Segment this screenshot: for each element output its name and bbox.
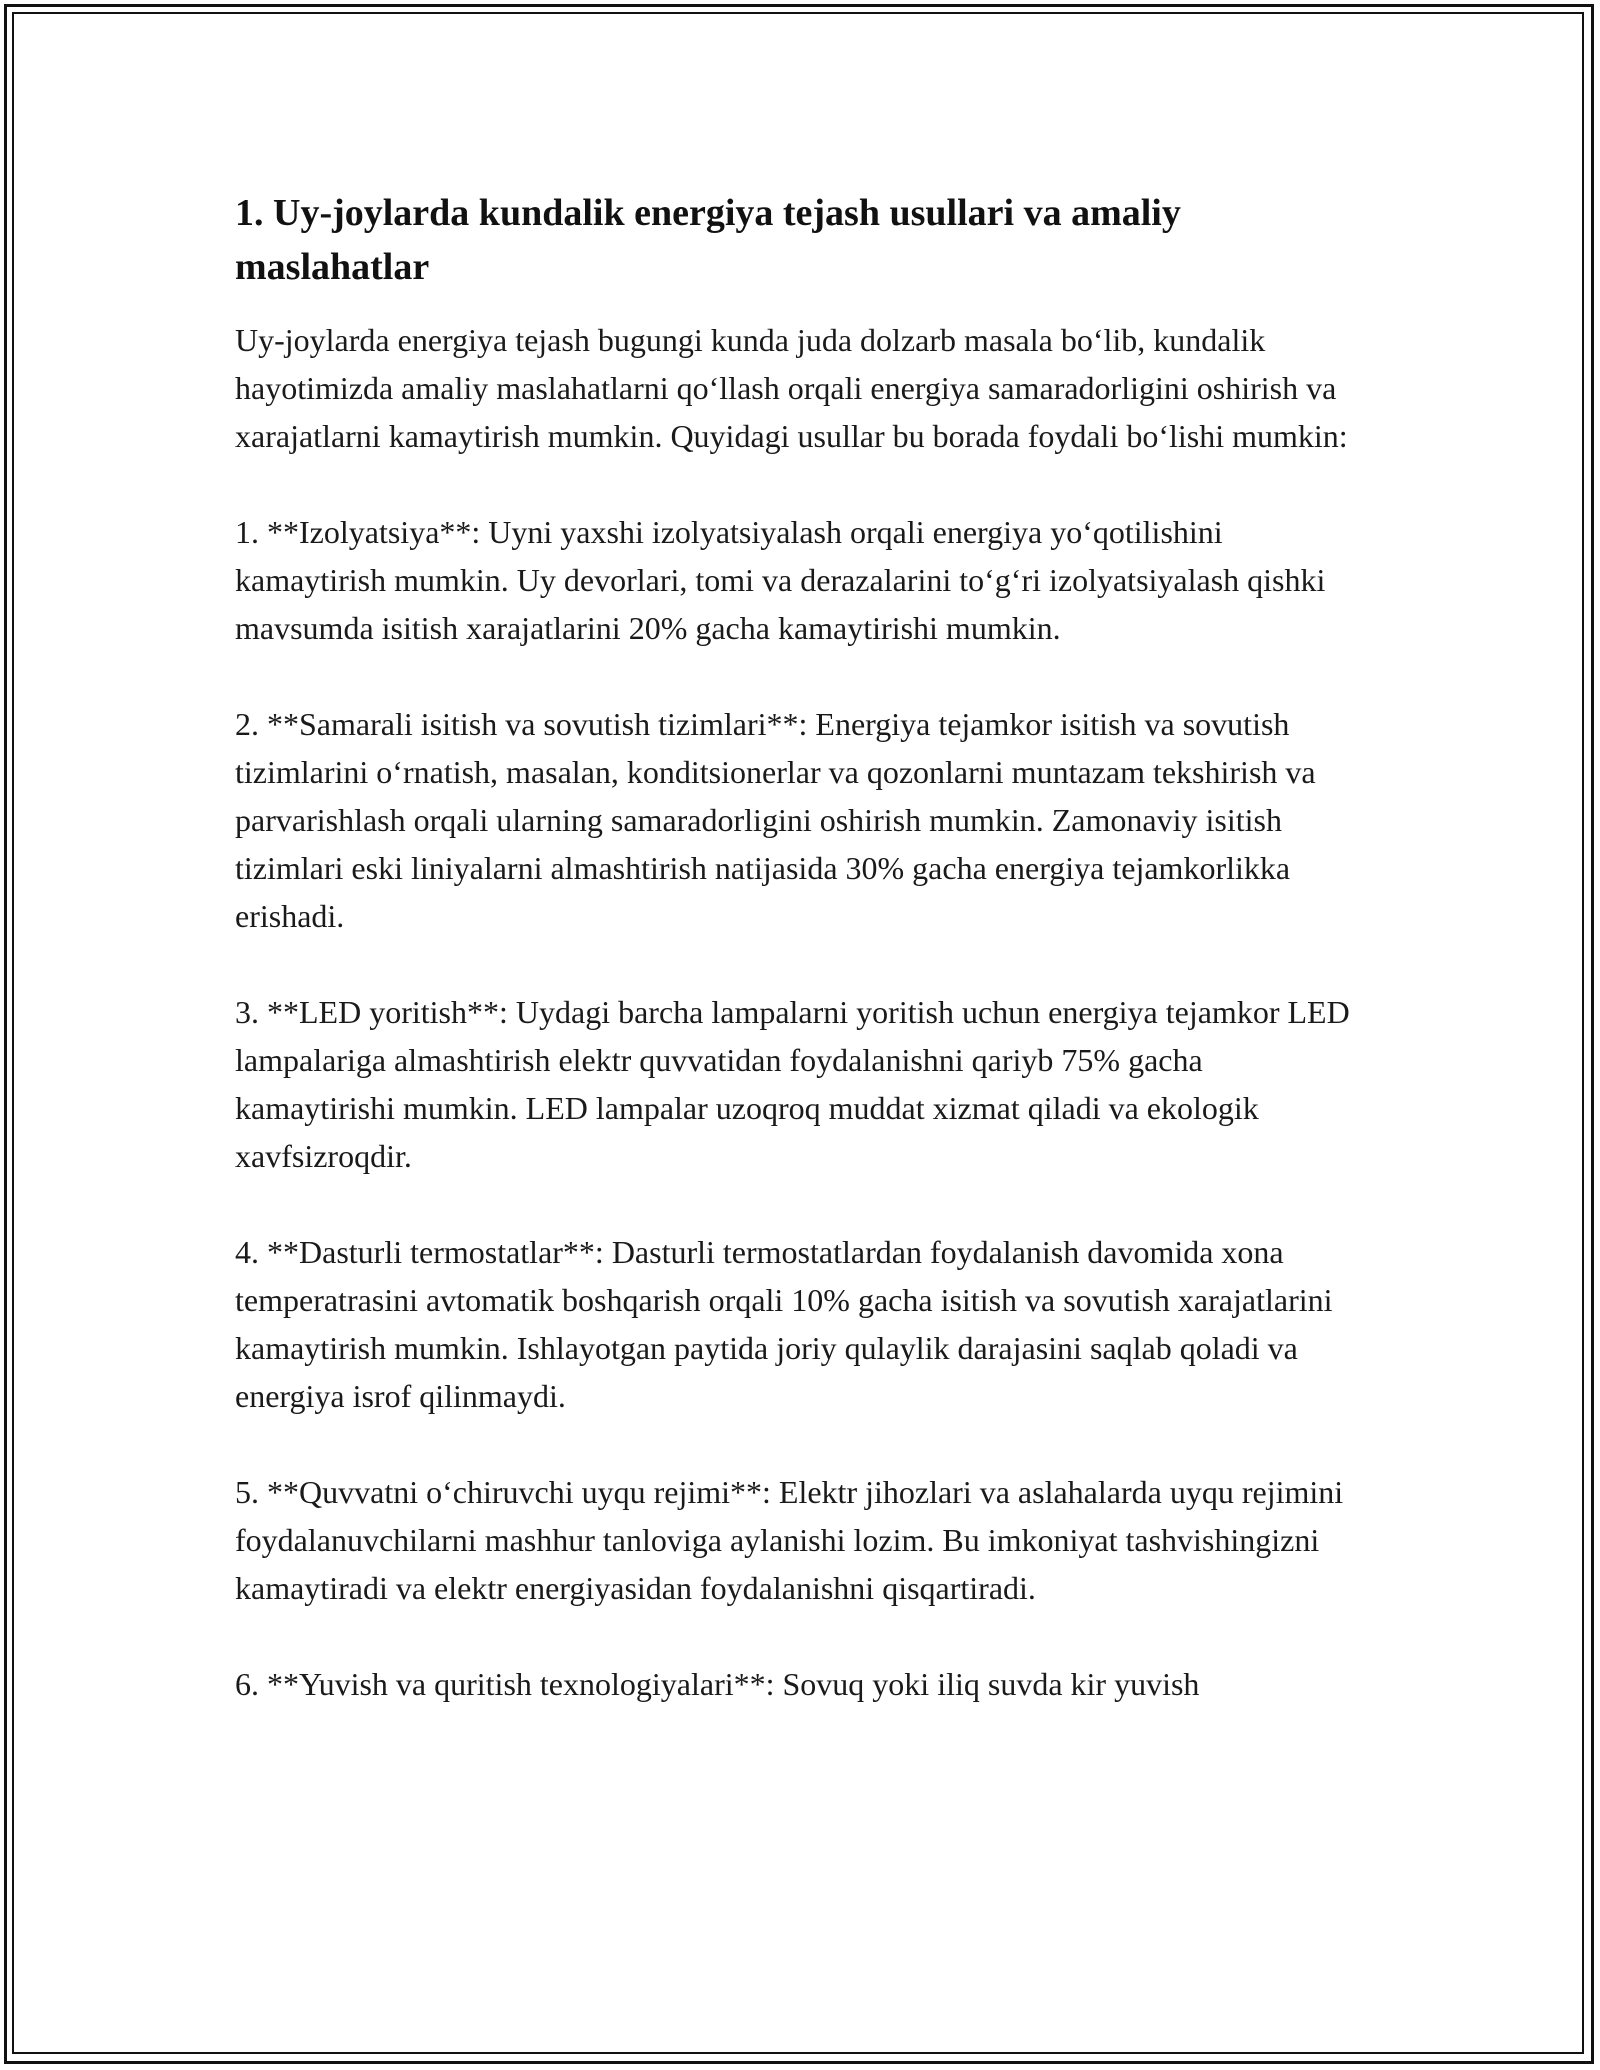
list-item-insulation: 1. **Izolyatsiya**: Uyni yaxshi izolyatsiyalash orqali energiya yo‘qotilishini kamaytirish mumkin. Uy devorlari, tomi va derazalarini to‘g‘ri izolyatsiyalash qishki mavsumda isitish xarajatlarini 20% gacha kamaytirishi mumkin. — [235, 514, 1326, 646]
list-item-washing-drying: 6. **Yuvish va quritish texnologiyalari**: Sovuq yoki iliq suvda kir yuvish — [235, 1666, 1200, 1702]
list-item-thermostats: 4. **Dasturli termostatlar**: Dasturli termostatlardan foydalanish davomida xona temperatrasini avtomatik boshqarish orqali 10% gacha isitish va sovutish xarajatlarini kamaytirish mumkin. Ishlayotgan paytida joriy qulaylik darajasini saqlab qoladi va energiya isrof qilinmaydi. — [235, 1234, 1333, 1414]
list-item-led-lighting: 3. **LED yoritish**: Uydagi barcha lampalarni yoritish uchun energiya tejamkor LED lampalariga almashtirish elektr quvvatidan foydalanishni qariyb 75% gacha kamaytirishi mumkin. LED lampalar uzoqroq muddat xizmat qiladi va ekologik xavfsizroqdir. — [235, 994, 1350, 1174]
document-body — [235, 186, 1370, 1708]
document-title: 1. Uy-joylarda kundalik energiya tejash usullari va amaliy maslahatlar — [235, 192, 1181, 288]
intro-paragraph: Uy-joylarda energiya tejash bugungi kunda juda dolzarb masala bo‘lib, kundalik hayotimizda amaliy maslahatlarni qo‘llash orqali energiya samaradorligini oshirish va xarajatlarni kamaytirish mumkin. Quyidagi usullar bu borada foydali bo‘lishi mumkin: — [235, 322, 1348, 454]
list-item-sleep-mode: 5. **Quvvatni o‘chiruvchi uyqu rejimi**: Elektr jihozlari va aslahalarda uyqu rejimini foydalanuvchilarni mashhur tanloviga aylanishi lozim. Bu imkoniyat tashvishingizni kamaytiradi va elektr energiyasidan foydalanishni qisqartiradi. — [235, 1474, 1344, 1606]
list-item-heating-cooling: 2. **Samarali isitish va sovutish tizimlari**: Energiya tejamkor isitish va sovutish tizimlarini o‘rnatish, masalan, konditsionerlar va qozonlarni muntazam tekshirish va parvarishlash orqali ularning samaradorligini oshirish mumkin. Zamonaviy isitish tizimlari eski liniyalarni almashtirish natijasida 30% gacha energiya tejamkorlikka erishadi. — [235, 706, 1316, 934]
